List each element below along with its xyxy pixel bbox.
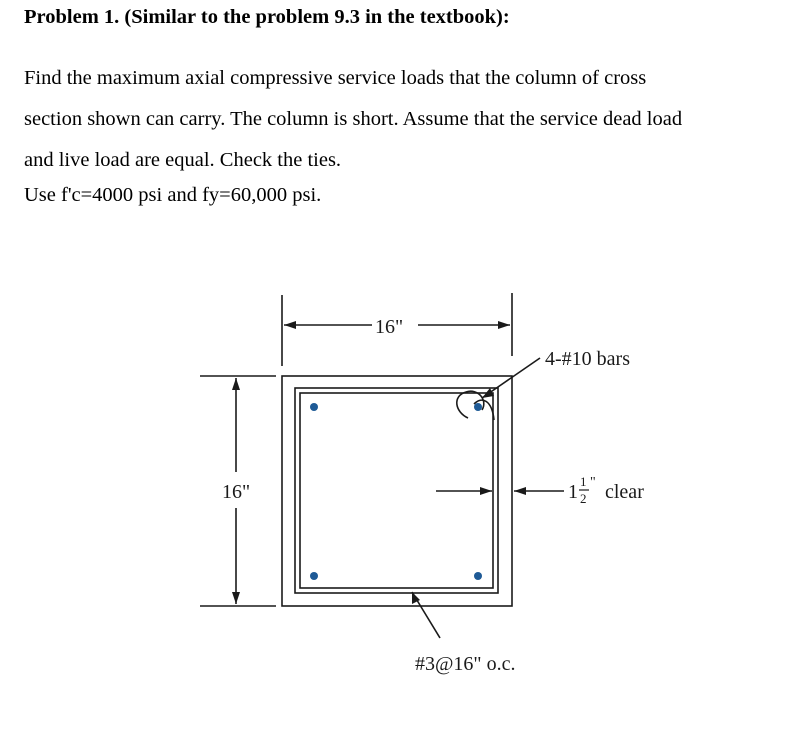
clear-whole: 1 xyxy=(568,481,578,503)
clear-numerator: 1 xyxy=(580,474,587,489)
statement-line-1: Find the maximum axial compressive service loads that the column of cross xyxy=(24,67,647,89)
rebar-top-left xyxy=(310,403,318,411)
clear-denominator: 2 xyxy=(580,491,587,506)
clear-inch-mark: " xyxy=(590,475,596,490)
left-dim-arrow-top xyxy=(232,378,240,390)
clear-cover-label xyxy=(568,474,644,506)
top-dim-arrow-left xyxy=(284,321,296,329)
rebar-bottom-right xyxy=(474,572,482,580)
left-dim-arrow-bottom xyxy=(232,592,240,604)
rebar-bottom-left xyxy=(310,572,318,580)
clear-word: clear xyxy=(605,481,644,503)
clear-arrowhead-left xyxy=(480,487,492,495)
statement-line-2: section shown can carry. The column is short. Assume that the service dead load xyxy=(24,108,683,130)
problem-heading: Problem 1. (Similar to the problem 9.3 in the textbook): xyxy=(24,6,510,28)
statement-line-3: and live load are equal. Check the ties. xyxy=(24,149,342,171)
clear-arrowhead-right xyxy=(514,487,526,495)
height-dimension-label: 16" xyxy=(222,481,251,503)
width-dimension-label: 16" xyxy=(375,316,404,338)
top-dim-arrow-right xyxy=(498,321,510,329)
ties-label: #3@16" o.c. xyxy=(415,653,516,675)
bars-label: 4-#10 bars xyxy=(545,348,630,370)
rebar-top-right xyxy=(474,403,482,411)
materials-line: Use f'c=4000 psi and fy=60,000 psi. xyxy=(24,184,322,206)
